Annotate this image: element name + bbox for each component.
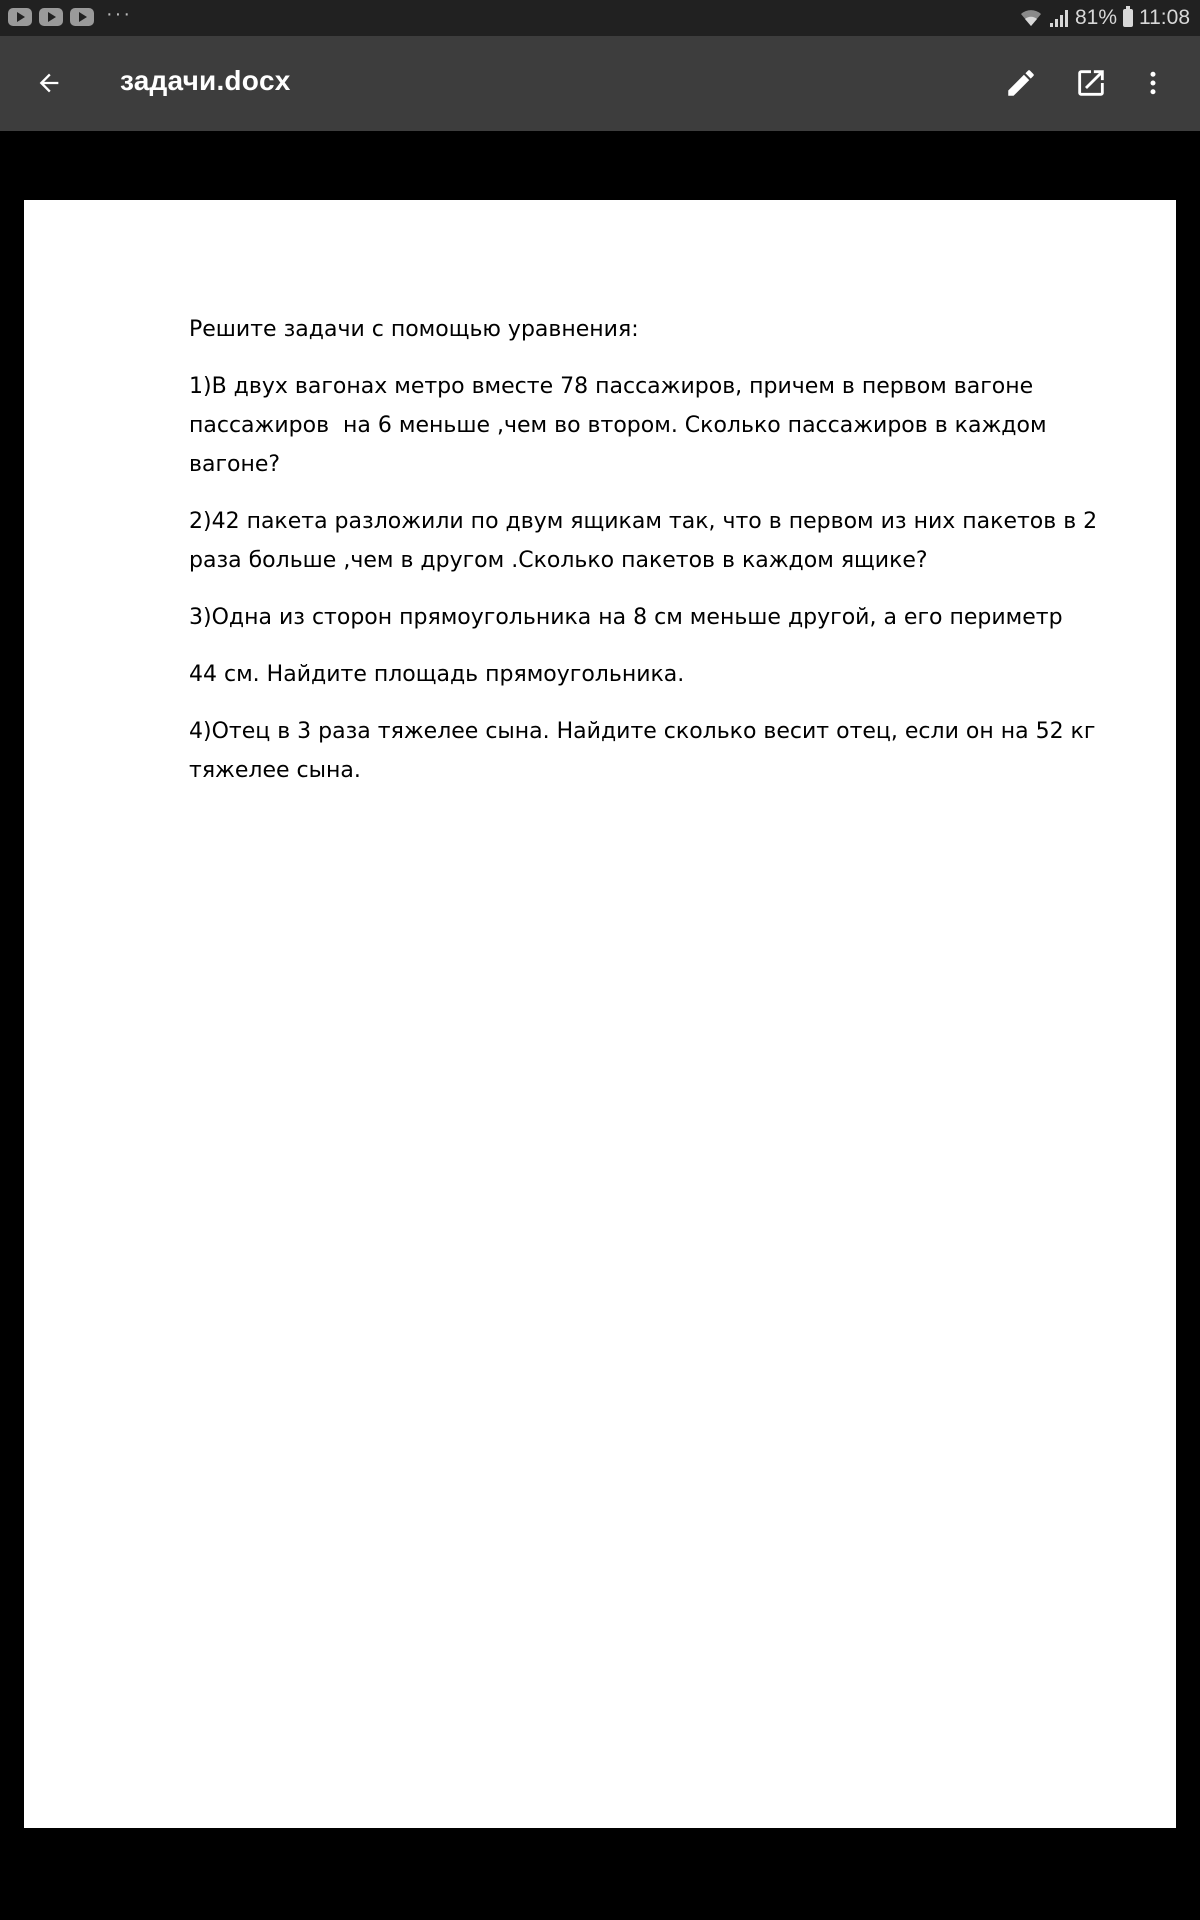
clock: 11:08 <box>1139 6 1190 29</box>
system-indicators <box>1013 0 1190 36</box>
open-in-new-icon <box>1074 66 1108 100</box>
task-2: 2)42 пакета разложили по двум ящикам так, что в первом из них пакетов в 2 раза больше ,чем в другом .Сколько пакетов в каждом ящике? <box>189 509 1105 573</box>
task-3: 3)Одна из сторон прямоугольника на 8 см меньше другой, а его периметр <box>189 605 1063 630</box>
task-4: 4)Отец в 3 раза тяжелее сына. Найдите сколько весит отец, если он на 52 кг тяжелее сына. <box>189 719 1103 783</box>
notification-area <box>8 3 132 26</box>
status-bar <box>0 0 1200 36</box>
pencil-icon <box>1004 66 1038 100</box>
open-external-button[interactable] <box>1068 60 1114 106</box>
more-options-button[interactable] <box>1130 60 1176 106</box>
document-heading: Решите задачи с помощью уравнения: <box>189 317 639 342</box>
wifi-icon <box>1019 8 1043 28</box>
battery-icon <box>1123 9 1133 27</box>
more-vert-icon <box>1138 68 1168 98</box>
battery-percent: 81% <box>1074 6 1117 29</box>
youtube-icon <box>70 8 94 26</box>
youtube-icon <box>8 8 32 26</box>
back-button[interactable] <box>26 60 72 106</box>
more-notifications-icon: ··· <box>106 3 132 25</box>
document-title: задачи.docx <box>120 65 291 96</box>
task-1: 1)В двух вагонах метро вместе 78 пассажиров, причем в первом вагоне пассажиров на 6 меньше ,чем во втором. Сколько пассажиров в каждом вагоне? <box>189 374 1054 477</box>
document-viewer[interactable] <box>0 131 1200 1920</box>
edit-button[interactable] <box>998 60 1044 106</box>
signal-icon <box>1049 8 1069 28</box>
youtube-icon <box>39 8 63 26</box>
document-page[interactable] <box>24 200 1176 1828</box>
task-3-continued: 44 см. Найдите площадь прямоугольника. <box>189 662 685 687</box>
app-bar <box>0 36 1200 131</box>
document-body <box>189 310 1109 808</box>
arrow-back-icon <box>35 69 63 97</box>
